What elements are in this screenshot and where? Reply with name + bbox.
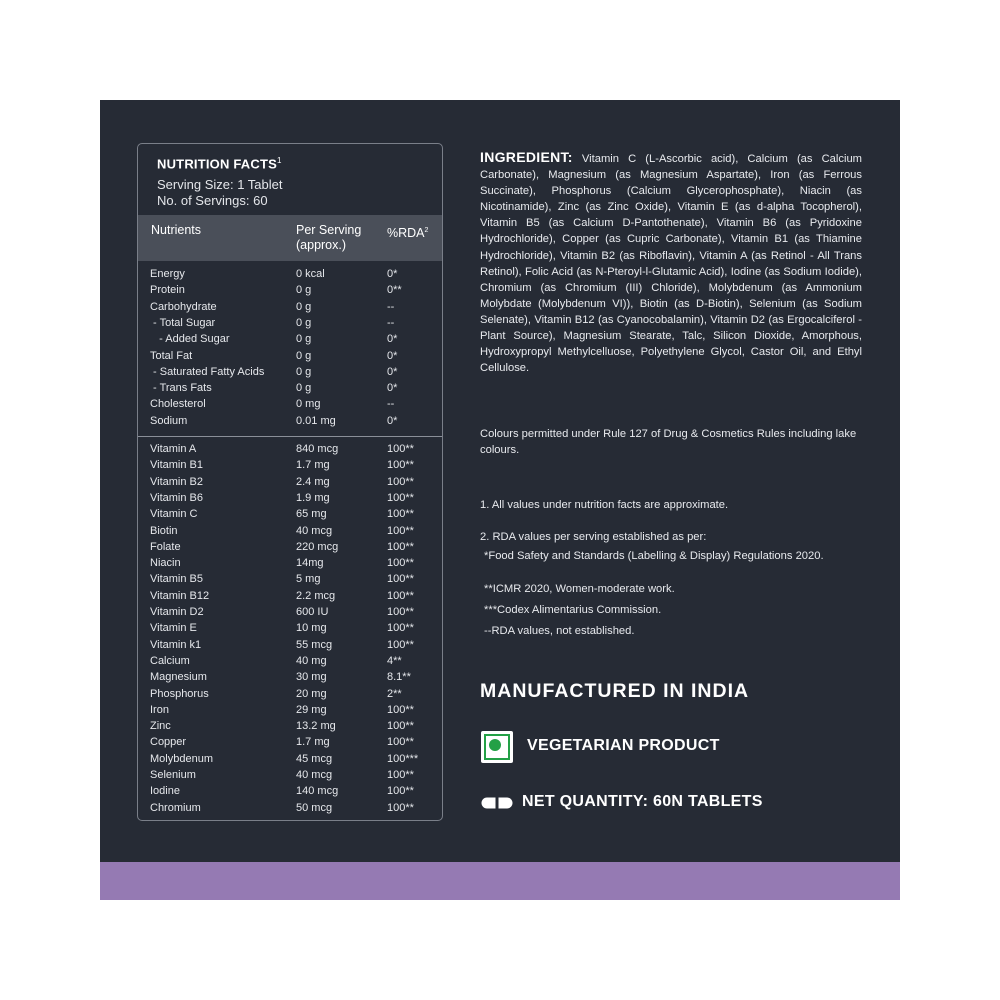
table-row [138,753,442,769]
nutrient-value: 65 mg [296,508,327,521]
nutrient-name: Vitamin B2 [150,475,203,488]
nutrient-name: Phosphorus [150,687,209,700]
nutrient-name: Magnesium [150,671,207,684]
nutrient-name: Vitamin C [150,508,198,521]
nutrient-value: 50 mcg [296,801,333,814]
table-row [138,590,442,606]
table-row [138,769,442,785]
nutrient-name: Copper [150,736,187,749]
nutrient-name: Iron [150,703,169,716]
nutrient-rda: 100** [387,524,414,537]
nutrient-name: Energy [150,268,185,280]
nutrient-value: 1.9 mg [296,491,330,504]
nutrient-value: 0 mg [296,398,321,411]
nutrient-rda: 100** [387,508,414,521]
nutrient-value: 0.01 mg [296,414,336,427]
nutrient-rda: 4** [387,654,402,667]
nutrient-name: Vitamin B5 [150,573,203,586]
bottom-stripe [100,862,900,900]
nutrient-name: Total Fat [150,349,193,362]
nutrient-rda: 0* [387,414,398,427]
nutrient-value: 0 g [296,284,312,297]
ingredient-label: INGREDIENT: [480,149,573,165]
nutrient-rda: 100** [387,638,414,651]
table-row [138,459,442,475]
table-divider [138,436,442,437]
nutrient-rda: 100** [387,606,414,618]
nutrient-rda: 100** [387,491,414,504]
nutrient-value: 1.7 mg [296,736,330,749]
nutrient-value: 840 mcg [296,443,339,455]
nutrient-value: 40 mcg [296,769,333,781]
nutrient-name: Protein [150,284,185,297]
nutrient-value: 29 mg [296,703,327,716]
nutrient-value: 220 mcg [296,540,339,553]
table-row [138,492,442,508]
table-row [138,606,442,622]
table-row [138,333,442,349]
nutrient-name: - Trans Fats [150,382,212,395]
table-row [138,802,442,818]
table-row [138,415,442,431]
nutrient-value: 45 mcg [296,752,333,765]
nutrition-facts-box [137,143,443,821]
table-row [138,671,442,687]
nutrient-name: Folate [150,540,181,553]
nutrient-rda: -- [387,398,395,411]
vegetarian-mark-icon [481,731,513,763]
nutrient-value: 0 g [296,382,312,395]
nutrient-rda: 100** [387,459,414,472]
table-row [138,557,442,573]
nutrient-rda: 100*** [387,752,419,765]
nutrient-value: 0 g [296,316,312,329]
nutrient-rda: 8.1** [387,671,411,684]
nutrient-name: - Total Sugar [150,316,216,329]
note-2: 2. RDA values per serving established as per: [480,531,707,543]
nutrient-rda: 0* [387,382,398,395]
nutrient-name: Vitamin E [150,622,197,635]
nutrient-value: 0 g [296,365,312,378]
nutrient-name: Sodium [150,414,188,427]
table-row [138,350,442,366]
table-row [138,573,442,589]
nutrient-rda: 0* [387,349,398,362]
table-row [138,268,442,284]
nutrient-value: 40 mcg [296,524,333,537]
table-row [138,541,442,557]
nutrient-rda: 100** [387,557,414,570]
nutrient-rda: 0* [387,268,398,280]
header-per-serving: Per Serving (approx.) [296,223,362,252]
nutrient-name: - Added Sugar [150,333,230,346]
table-row [138,284,442,300]
nutrient-name: Vitamin k1 [150,638,202,651]
nutrient-name: Calcium [150,654,190,667]
nutrient-name: Iodine [150,785,180,798]
table-header [138,215,442,261]
table-row [138,366,442,382]
nutrient-name: Vitamin B1 [150,459,203,472]
table-row [138,785,442,801]
table-row [138,443,442,459]
nutrient-value: 0 g [296,300,312,313]
note-codex: ***Codex Alimentarius Commission. [484,604,662,616]
table-row [138,317,442,333]
nutrient-rda: 100** [387,703,414,716]
nutrient-rda: 100** [387,801,414,814]
nutrient-value: 2.2 mcg [296,589,336,602]
nutrient-rda: 100** [387,720,414,733]
nutrient-name: Molybdenum [150,752,213,765]
nutrient-name: Biotin [150,524,178,537]
vegetarian-label: VEGETARIAN PRODUCT [527,737,720,754]
nutrient-value: 0 g [296,333,312,346]
nutrient-rda: -- [387,300,395,313]
nutrition-title: NUTRITION FACTS$^1$ [157,156,282,172]
nutrient-name: Vitamin B6 [150,491,203,504]
table-row [138,382,442,398]
table-row [138,476,442,492]
nutrient-value: 600 IU [296,606,329,618]
ingredient-text: Vitamin C (L-Ascorbic acid), Calcium (as Calcium Carbonate), Magnesium (as Magnesium Aspartate), Iron (as Ferrous Succinate), Phosphorus (Calcium Glycerophosphate), Niacin (as Nicotinamide), Zinc (as Zinc Oxide), Vitamin E (as d-alpha Tocopherol), Vitamin B5 (as Calcium D-Pantothenate), Vitamin B6 (as Pyridoxine Hydrochloride), Copper (as Cupric Carbonate), Vitamin B1 (as Thiamine Hydrochloride), Vitamin B2 (as Riboflavin), Vitamin A (as Retinol - All Trans Retinol), Folic Acid (as N-Pteroyl-l-Glutamic Acid), Iodine (as Sodium Iodide), Chromium (as Chromium (III) Chloride), Molybdenum (as Ammonium Molybdate (Molybdenum VI)), Biotin (as D-Biotin), Selenium (as Sodium Selenate), Vitamin B12 (as Cyanocobalamin), Vitamin D2 (as Ergocalciferol - Plant Source), Magnesium Stearate, Talc, Silicon Dioxide, Amorphous, Hydroxypropyl Methylcelluose, Polyethylene Glycol, Castor Oil, and Ethyl Cellulose. [480,153,863,375]
table-row [138,688,442,704]
table-row [138,655,442,671]
nutrient-value: 0 kcal [296,268,325,280]
servings-count: No. of Servings: 60 [157,193,268,208]
table-row [138,639,442,655]
nutrient-rda: -- [387,316,395,329]
nutrient-rda: 100** [387,573,414,586]
colours-note: Colours permitted under Rule 127 of Drug & Cosmetics Rules including lake colours. [480,428,857,457]
nutrient-name: Zinc [150,720,171,733]
nutrient-name: Vitamin B12 [150,589,210,602]
nutrient-name: Niacin [150,557,181,570]
nutrient-rda: 100** [387,540,414,553]
table-row [138,720,442,736]
net-quantity: NET QUANTITY: 60N TABLETS [522,793,763,810]
nutrient-value: 14mg [296,557,324,570]
note-1: 1. All values under nutrition facts are approximate. [480,499,729,511]
table-row [138,525,442,541]
nutrient-name: Cholesterol [150,398,206,411]
nutrient-value: 2.4 mg [296,475,330,488]
note-not-established: --RDA values, not established. [484,625,635,637]
nutrient-name: Vitamin A [150,443,197,455]
nutrient-rda: 100** [387,769,414,781]
ingredient-block [480,149,862,376]
nutrient-rda: 100** [387,475,414,488]
nutrient-name: Carbohydrate [150,300,217,313]
nutrient-name: - Saturated Fatty Acids [150,365,265,378]
nutrient-rda: 100** [387,622,414,635]
nutrient-value: 0 g [296,349,312,362]
nutrient-rda: 100** [387,785,414,798]
nutrient-value: 30 mg [296,671,327,684]
note-fssai: *Food Safety and Standards (Labelling & Display) Regulations 2020. [484,550,824,562]
nutrient-rda: 100** [387,589,414,602]
table-row [138,704,442,720]
table-row [138,622,442,638]
nutrient-rda: 100** [387,443,414,455]
nutrient-value: 40 mg [296,654,327,667]
header-nutrients: Nutrients [151,223,202,237]
capsule-icon [481,797,513,809]
nutrient-value: 20 mg [296,687,327,700]
nutrient-rda: 2** [387,687,402,700]
nutrient-rda: 100** [387,736,414,749]
table-row [138,301,442,317]
nutrient-name: Vitamin D2 [150,606,204,618]
nutrient-value: 1.7 mg [296,459,330,472]
nutrient-name: Selenium [150,769,196,781]
nutrient-value: 10 mg [296,622,327,635]
nutrient-rda: 0* [387,365,398,378]
table-row [138,398,442,414]
note-icmr: **ICMR 2020, Women-moderate work. [484,583,675,595]
nutrient-value: 140 mcg [296,785,339,798]
header-rda: %RDA$^2$ [387,226,429,241]
serving-size: Serving Size: 1 Tablet [157,177,283,192]
table-row [138,508,442,524]
manufactured-in-india: MANUFACTURED IN INDIA [480,680,750,702]
nutrient-value: 5 mg [296,573,321,586]
nutrient-name: Chromium [150,801,201,814]
nutrient-value: 13.2 mg [296,720,336,733]
table-row [138,736,442,752]
nutrient-rda: 0* [387,333,398,346]
nutrient-value: 55 mcg [296,638,333,651]
nutrient-rda: 0** [387,284,402,297]
